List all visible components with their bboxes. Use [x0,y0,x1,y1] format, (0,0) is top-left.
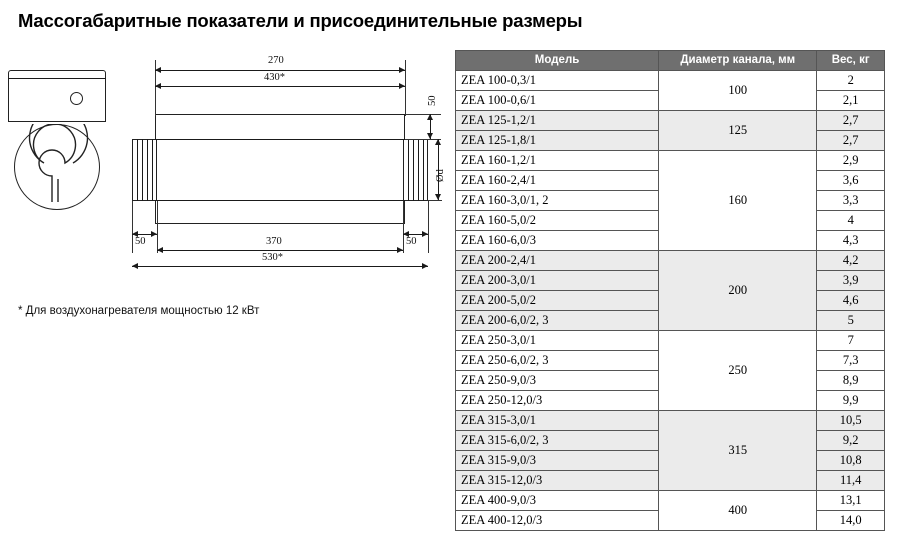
cell-diameter: 125 [659,110,817,150]
cell-model: ZEA 200-5,0/2 [456,290,659,310]
cell-weight: 4,6 [817,290,885,310]
dim-label-370: 370 [266,236,282,247]
flange-rib-left-3 [147,139,148,201]
ext-line-top-right [405,60,406,116]
ext-line-bottom-left-2 [157,201,158,253]
cell-weight: 3,6 [817,170,885,190]
cell-weight: 2 [817,70,885,90]
cell-weight: 9,9 [817,390,885,410]
main-body [155,114,405,224]
cell-weight: 9,2 [817,430,885,450]
cell-diameter: 160 [659,150,817,250]
flange-rib-left-2 [142,139,143,201]
cell-model: ZEA 315-9,0/3 [456,450,659,470]
ext-line-right-d-bottom [428,200,442,201]
table-row [456,250,885,270]
ext-line-bottom-right-1 [403,201,404,253]
dim-arrow-50r-right [422,231,428,237]
cell-weight: 3,3 [817,190,885,210]
cell-weight: 14,0 [817,510,885,530]
footnote: * Для воздухонагревателя мощностью 12 кВт [18,305,260,317]
cell-model: ZEA 160-6,0/3 [456,230,659,250]
cell-model: ZEA 100-0,6/1 [456,90,659,110]
cell-model: ZEA 160-5,0/2 [456,210,659,230]
cell-weight: 4,2 [817,250,885,270]
dim-label-270: 270 [268,55,284,66]
cell-model: ZEA 250-12,0/3 [456,390,659,410]
cell-model: ZEA 160-2,4/1 [456,170,659,190]
side-view-small-hole [70,92,83,105]
dim-line-370 [157,250,403,251]
page-title: Массогабаритные показатели и присоединительные размеры [18,10,583,31]
dim-arrow-530-right [422,263,428,269]
cell-model: ZEA 125-1,2/1 [456,110,659,130]
cell-diameter: 315 [659,410,817,490]
dim-arrow-270-right [399,67,405,73]
cell-model: ZEA 100-0,3/1 [456,70,659,90]
flange-rib-right-2 [413,139,414,201]
cell-model: ZEA 200-3,0/1 [456,270,659,290]
right-duct-stub [403,139,428,201]
header-weight: Вес, кг [817,51,885,71]
cell-model: ZEA 400-12,0/3 [456,510,659,530]
dim-line-270 [155,70,405,71]
cell-model: ZEA 160-1,2/1 [456,150,659,170]
header-diameter: Диаметр канала, мм [659,51,817,71]
dim-arrow-430-right [399,83,405,89]
ext-line-right-50-top [405,114,441,115]
dim-arrow-370-left [157,247,163,253]
header-model: Модель [456,51,659,71]
dim-arrow-430-left [155,83,161,89]
specifications-table-container [455,50,885,531]
dim-label-430: 430* [264,72,285,83]
cell-model: ZEA 250-6,0/2, 3 [456,350,659,370]
technical-drawing [0,42,452,342]
heater-spiral-icon [14,124,100,210]
dim-arrow-530-left [132,263,138,269]
dim-label-50-right: 50 [406,236,417,247]
specifications-table [455,50,885,531]
dim-arrow-50l-right [151,231,157,237]
cell-model: ZEA 400-9,0/3 [456,490,659,510]
cell-weight: 13,1 [817,490,885,510]
cell-weight: 8,9 [817,370,885,390]
left-duct-stub [132,139,157,201]
dim-arrow-270-left [155,67,161,73]
dim-label-50-height: 50 [427,95,438,106]
flange-rib-right-4 [423,139,424,201]
dim-label-diameter: Ød [435,169,446,182]
cell-diameter: 400 [659,490,817,530]
table-row [456,150,885,170]
dim-line-430 [155,86,405,87]
table-row [456,70,885,90]
ext-line-bottom-left-1 [132,201,133,253]
cell-model: ZEA 250-3,0/1 [456,330,659,350]
cell-model: ZEA 125-1,8/1 [456,130,659,150]
cell-weight: 2,7 [817,130,885,150]
table-row [456,330,885,350]
cell-weight: 5 [817,310,885,330]
dim-arrow-370-right [397,247,403,253]
flange-rib-right-1 [408,139,409,201]
ext-line-bottom-right-2 [428,201,429,253]
cell-model: ZEA 200-6,0/2, 3 [456,310,659,330]
flange-rib-left-1 [137,139,138,201]
side-view-divider [8,78,106,79]
dim-arrow-50-up [427,114,433,120]
table-row [456,490,885,510]
cell-model: ZEA 200-2,4/1 [456,250,659,270]
cell-model: ZEA 160-3,0/1, 2 [456,190,659,210]
cell-weight: 10,8 [817,450,885,470]
dim-arrow-d-down [435,194,441,200]
dim-arrow-d-up [435,139,441,145]
cell-weight: 2,9 [817,150,885,170]
cell-diameter: 200 [659,250,817,330]
table-row [456,410,885,430]
cell-weight: 7 [817,330,885,350]
table-row [456,110,885,130]
cell-weight: 4 [817,210,885,230]
table-body [456,70,885,530]
dim-arrow-50-down [427,133,433,139]
cell-diameter: 100 [659,70,817,110]
dim-line-530 [132,266,428,267]
cell-model: ZEA 315-12,0/3 [456,470,659,490]
cell-weight: 2,1 [817,90,885,110]
cell-model: ZEA 250-9,0/3 [456,370,659,390]
cell-weight: 2,7 [817,110,885,130]
body-inner-line-bottom [155,200,405,201]
cell-weight: 11,4 [817,470,885,490]
cell-weight: 10,5 [817,410,885,430]
flange-rib-right-3 [418,139,419,201]
cell-diameter: 250 [659,330,817,410]
table-header-row [456,51,885,71]
dim-label-530: 530* [262,252,283,263]
cell-weight: 4,3 [817,230,885,250]
body-inner-line-top [155,139,405,140]
dim-label-50-left: 50 [135,236,146,247]
cell-model: ZEA 315-3,0/1 [456,410,659,430]
cell-weight: 7,3 [817,350,885,370]
flange-rib-left-4 [152,139,153,201]
cell-model: ZEA 315-6,0/2, 3 [456,430,659,450]
cell-weight: 3,9 [817,270,885,290]
